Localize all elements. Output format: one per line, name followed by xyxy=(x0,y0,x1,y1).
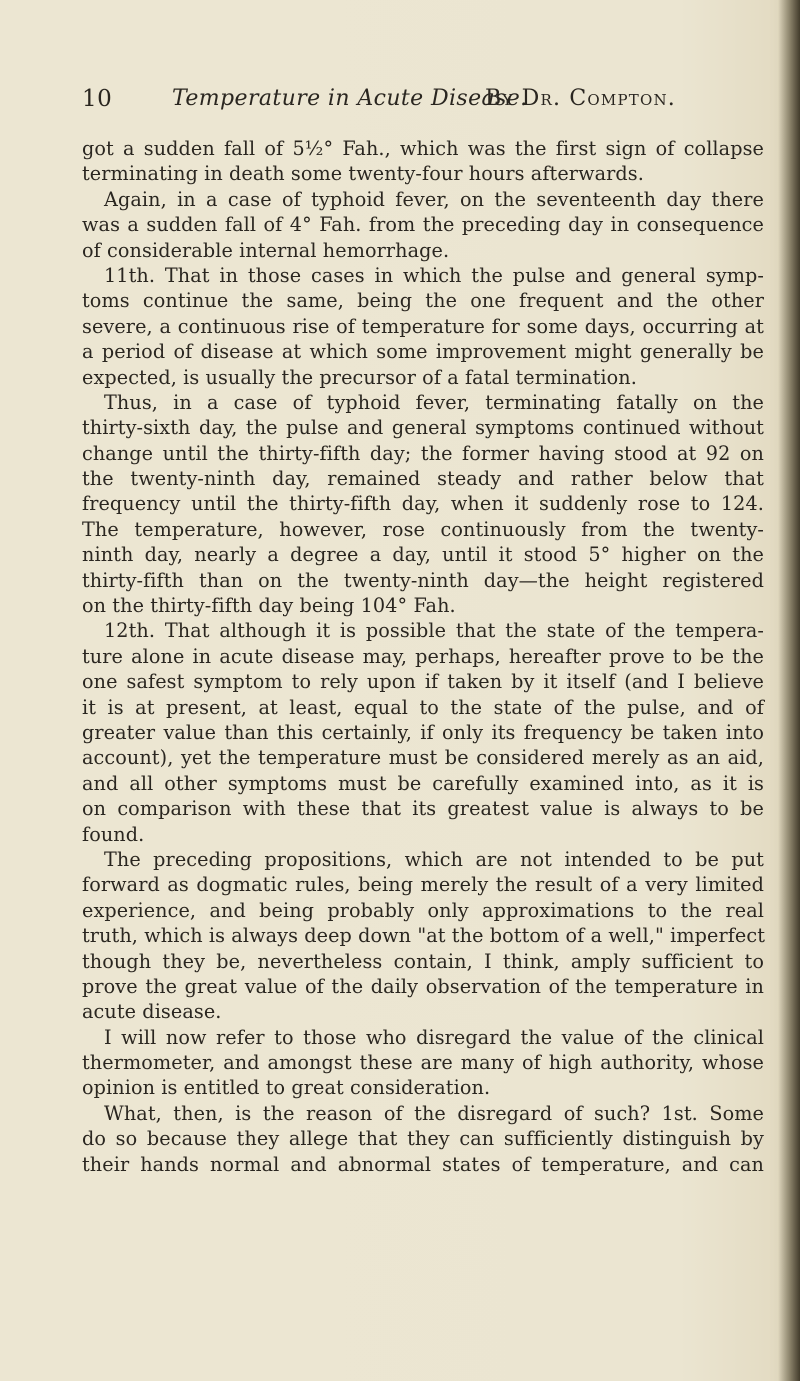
text-line: severe, a continuous rise of temperature for some days, occurring at xyxy=(82,314,764,338)
text-line: expected, is usually the precursor of a fatal termination. xyxy=(82,365,637,389)
text-line: change until the thirty-fifth day; the former having stood at 92 on xyxy=(82,441,764,465)
text-line: a period of disease at which some improvement might generally be xyxy=(82,340,764,364)
text-line: greater value than this certainly, if only its frequency be taken into xyxy=(82,720,764,744)
text-line: The temperature, however, rose continuously from the twenty- xyxy=(82,517,764,541)
text-line: terminating in death some twenty-four hours afterwards. xyxy=(82,162,644,186)
page-edge-shadow xyxy=(778,0,800,1381)
text-line: The preceding propositions, which are not intended to be put xyxy=(104,847,764,871)
text-line: thermometer, and amongst these are many of high authority, whose xyxy=(82,1051,764,1075)
text-line: opinion is entitled to great consideration. xyxy=(82,1076,491,1100)
text-line: one safest symptom to rely upon if taken by it itself (and I believe xyxy=(82,670,764,694)
text-line: 12th. That although it is possible that the state of the tempera- xyxy=(104,619,764,643)
text-line: frequency until the thirty-fifth day, when it suddenly rose to 124. xyxy=(82,492,764,516)
text-line: it is at present, at least, equal to the state of the pulse, and of xyxy=(82,695,764,719)
text-line: I will now refer to those who disregard the value of the clinical xyxy=(104,1025,764,1049)
text-line: of considerable internal hemorrhage. xyxy=(82,238,450,262)
text-line: experience, and being probably only approximations to the real xyxy=(82,898,764,922)
running-title: Temperature in Acute Disease. xyxy=(172,86,528,111)
text-line: thirty-fifth than on the twenty-ninth day—the height registered xyxy=(82,568,764,592)
text-line: do so because they allege that they can sufficiently distinguish by xyxy=(82,1127,764,1151)
running-author: By Dr. Compton. xyxy=(485,86,676,111)
text-line: on the thirty-fifth day being 104° Fah. xyxy=(82,594,456,618)
text-line: toms continue the same, being the one frequent and the other xyxy=(82,289,764,313)
text-line: Thus, in a case of typhoid fever, terminating fatally on the xyxy=(104,390,764,414)
text-line: What, then, is the reason of the disregard of such? 1st. Some xyxy=(104,1101,764,1125)
text-line: Again, in a case of typhoid fever, on the seventeenth day there xyxy=(104,187,764,211)
text-line: ninth day, nearly a degree a day, until it stood 5° higher on the xyxy=(82,543,764,567)
text-line: on comparison with these that its greatest value is always to be xyxy=(82,797,764,821)
text-line: 11th. That in those cases in which the pulse and general symp- xyxy=(104,263,764,287)
text-line: was a sudden fall of 4° Fah. from the preceding day in consequence xyxy=(82,213,764,237)
text-line: the twenty-ninth day, remained steady and rather below that xyxy=(82,467,764,491)
text-line: found. xyxy=(82,822,145,846)
text-line: and all other symptoms must be carefully examined into, as it is xyxy=(82,771,764,795)
running-header xyxy=(82,82,722,122)
text-line: though they be, nevertheless contain, I think, amply sufficient to xyxy=(82,949,764,973)
text-line: their hands normal and abnormal states of temperature, and can xyxy=(82,1152,764,1176)
text-line: got a sudden fall of 5½° Fah., which was the first sign of collapse xyxy=(82,137,764,160)
body-text xyxy=(82,136,764,1177)
text-line: truth, which is always deep down "at the bottom of a well," imperfect xyxy=(82,924,766,948)
text-line: account), yet the temperature must be considered merely as an aid, xyxy=(82,746,764,770)
text-line: ture alone in acute disease may, perhaps, hereafter prove to be the xyxy=(82,644,764,668)
text-line: acute disease. xyxy=(82,1000,222,1024)
page-number: 10 xyxy=(82,86,113,112)
text-line: prove the great value of the daily observation of the temperature in xyxy=(82,974,764,998)
text-line: thirty-sixth day, the pulse and general symptoms continued without xyxy=(82,416,764,440)
text-line: forward as dogmatic rules, being merely the result of a very limited xyxy=(82,873,764,897)
